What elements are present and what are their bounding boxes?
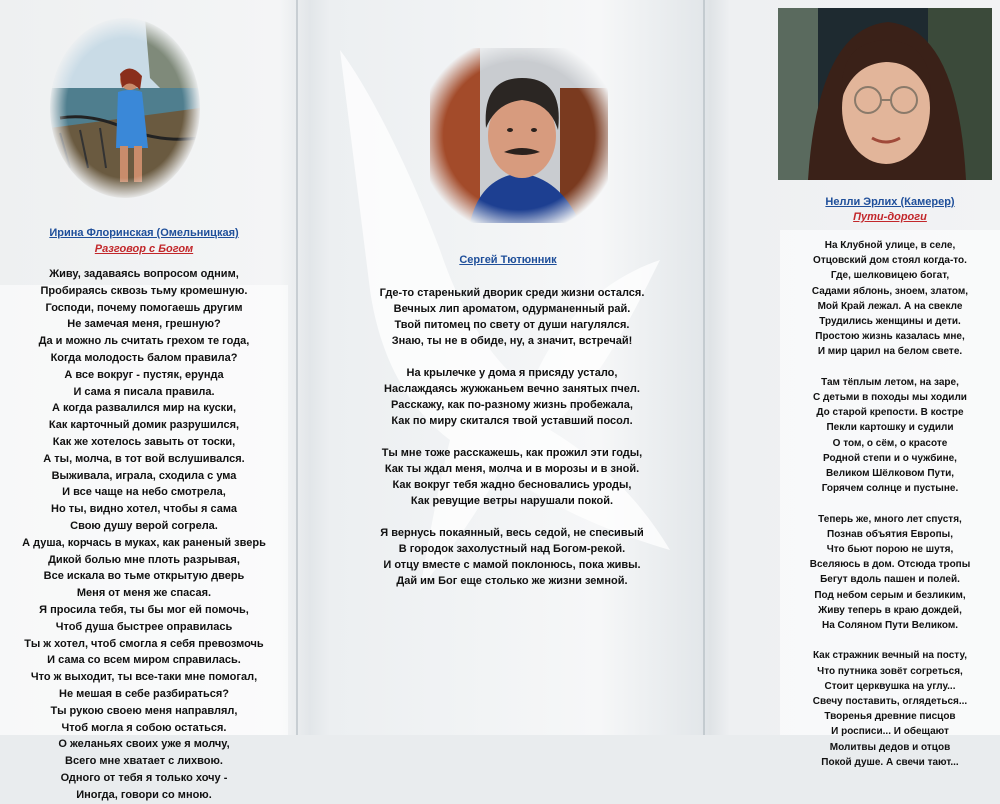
poem-line: Вселяюсь в дом. Отсюда тропы <box>809 559 971 571</box>
poem-line: Наслаждаясь жужжаньем вечно занятых пчел. <box>384 383 640 395</box>
poem-line: Покой душе. А свечи тают... <box>821 756 959 768</box>
poem-line: Меня от меня же спасая. <box>76 587 212 600</box>
poem-line: Как же хотелось завыть от тоски, <box>52 435 236 448</box>
poem-line: С детьми в походы мы ходили <box>813 392 967 404</box>
poem-line: Трудились женщины и дети. <box>819 316 961 328</box>
poem-line: Как ревущие ветры нарушали покой. <box>410 495 614 507</box>
stanza-gap <box>336 349 688 365</box>
poem-line: Где-то старенький дворик среди жизни остался. <box>379 287 645 299</box>
fold-line-left <box>296 0 298 735</box>
poem-line: Ты ж хотел, чтоб смогла я себя превозмочь <box>24 637 264 650</box>
poem-line: Всего мне хватает с лихвою. <box>65 755 223 768</box>
poem-line: Когда молодость балом правила? <box>50 351 238 364</box>
poem-line: Ты рукою своею меня направлял, <box>50 704 238 717</box>
poem-line: Свечу поставить, оглядеться... <box>812 696 968 708</box>
poem-line: Теперь же, много лет спустя, <box>818 513 962 525</box>
poem-line: Как стражник вечный на посту, <box>812 650 968 662</box>
poem-line: В городок захолустный над Богом-рекой. <box>398 543 626 555</box>
poem-line: О том, о сём, о красоте <box>832 437 948 449</box>
poem-line: Познав объятия Европы, <box>827 528 953 540</box>
poem-line: Господи, почему помогаешь другим <box>45 301 243 314</box>
poem-line: Мой Край лежал. А на свекле <box>817 300 963 312</box>
poem-line: А когда развалился мир на куски, <box>51 402 237 415</box>
poem-line: Простою жизнь казалась мне, <box>815 331 965 343</box>
author-name-irina: Ирина Флоринская (Омельницкая) <box>49 227 239 239</box>
poem-line: Но ты, видно хотел, чтобы я сама <box>51 503 237 516</box>
poem-line: Я вернусь покаянный, весь седой, не спесивый <box>380 527 644 539</box>
stanza-gap <box>780 360 1000 375</box>
sergey-photo <box>430 48 608 223</box>
poem-line: Все искала во тьме открытую дверь <box>43 570 245 583</box>
poem-line: И отцу вместе с мамой поклонюсь, пока живы. <box>383 559 641 571</box>
poem-line: И росписи... И обещают <box>831 726 949 738</box>
poem-line: Выживала, играла, сходила с ума <box>51 469 237 482</box>
poem-line: Горячем солнце и пустыне. <box>821 483 959 495</box>
poem-line: Чтоб душа быстрее оправилась <box>55 620 233 633</box>
poem-line: На Соляном Пути Великом. <box>821 620 959 632</box>
poem-line: Пекли картошку и судили <box>826 422 954 434</box>
poem-line: До старой крепости. В костре <box>816 407 964 419</box>
poem-line: Знаю, ты не в обиде, ну, а значит, встречай! <box>391 335 633 347</box>
poem-sergey <box>336 285 688 589</box>
poem-line: Где, шелковицею богат, <box>830 270 950 282</box>
nelli-photo <box>778 8 992 180</box>
poem-line: Живу теперь в краю дождей, <box>818 604 962 616</box>
poem-line: Там тёплым летом, на заре, <box>821 376 959 388</box>
poem-line: Творенья древние писцов <box>824 711 956 723</box>
poem-line: Дикой болью мне плоть разрывая, <box>48 553 240 566</box>
poem-line: Расскажу, как по-разному жизнь пробежала, <box>391 399 633 411</box>
poem-nelli <box>780 238 1000 770</box>
poem-line: Стоит церквушка на углу... <box>824 680 956 692</box>
poem-title-irina: Разговор с Богом <box>94 243 194 255</box>
poem-line: Не мешая в себе разбираться? <box>59 687 229 700</box>
poem-line: Родной степи и о чужбине, <box>823 452 957 464</box>
poem-line: Одного от тебя я только хочу - <box>60 771 228 784</box>
poem-line: А душа, корчась в муках, как раненый зверь <box>22 536 266 549</box>
stanza-gap <box>780 496 1000 511</box>
poem-line: На Клубной улице, в селе, <box>824 240 956 251</box>
poem-line: А все вокруг - пустяк, ерунда <box>64 368 224 381</box>
poem-line: Как карточный домик разрушился, <box>48 419 240 432</box>
poem-line: Отцовский дом стоял когда-то. <box>813 255 967 267</box>
poem-line: Бегут вдоль пашен и полей. <box>820 574 960 586</box>
poem-line: На крылечке у дома я присяду устало, <box>406 367 618 379</box>
poem-line: Не замечая меня, грешную? <box>67 318 221 331</box>
poem-line: Как вокруг тебя жадно бесновались уроды, <box>392 479 632 491</box>
poem-line: Иногда, говори со мною. <box>76 788 212 801</box>
author-name-nelli: Нелли Эрлих (Камерер) <box>825 196 955 208</box>
poem-line: Ты мне тоже расскажешь, как прожил эти годы, <box>381 447 643 459</box>
poem-line: Живу, задаваясь вопросом одним, <box>49 268 239 280</box>
author-name-sergey: Сергей Тютюнник <box>459 254 557 266</box>
poem-line: Пробираясь сквозь тьму кромешную. <box>40 284 248 297</box>
stanza-gap <box>336 429 688 445</box>
poem-line: Чтоб могла я собою остаться. <box>61 721 227 734</box>
poem-line: Свою душу верой согрела. <box>70 519 218 532</box>
poem-line: О желаньях своих уже я молчу, <box>58 738 230 751</box>
poem-line: Молитвы дедов и отцов <box>829 741 951 753</box>
poem-line: Под небом серым и безликим, <box>814 589 966 601</box>
poem-line: Твой питомец по свету от души нагулялся. <box>394 319 630 331</box>
stanza-gap <box>780 633 1000 648</box>
poem-line: Великом Шёлковом Пути, <box>825 468 955 480</box>
poem-line: Садами яблонь, зноем, златом, <box>811 285 969 297</box>
poem-line: Да и можно ль считать грехом те года, <box>38 335 250 348</box>
fold-line-right <box>703 0 705 735</box>
poem-line: Что бьют порою не шутя, <box>826 544 954 556</box>
poem-line: Дай им Бог еще столько же жизни земной. <box>396 575 628 587</box>
poem-line: Как по миру скитался твой уставший посол. <box>391 415 633 427</box>
poem-title-nelli: Пути-дороги <box>853 211 927 223</box>
poem-line: Я просила тебя, ты бы мог ей помочь, <box>39 603 249 616</box>
poem-line: И все чаще на небо смотрела, <box>62 486 226 499</box>
poem-irina <box>0 266 288 804</box>
poem-line: И сама со всем миром справилась. <box>47 654 241 667</box>
irina-photo <box>50 18 200 198</box>
stanza-gap <box>336 509 688 525</box>
poem-line: Как ты ждал меня, молча и в морозы и в зной. <box>384 463 640 475</box>
poem-line: И сама я писала правила. <box>73 385 215 398</box>
poem-line: И мир царил на белом свете. <box>817 346 963 358</box>
poem-line: А ты, молча, в тот вой вслушивался. <box>43 452 245 465</box>
poem-line: Что путника зовёт согреться, <box>817 665 963 677</box>
poem-line: Что ж выходит, ты все-таки мне помогал, <box>30 671 258 684</box>
poem-line: Вечных лип ароматом, одурманенный рай. <box>393 303 631 315</box>
